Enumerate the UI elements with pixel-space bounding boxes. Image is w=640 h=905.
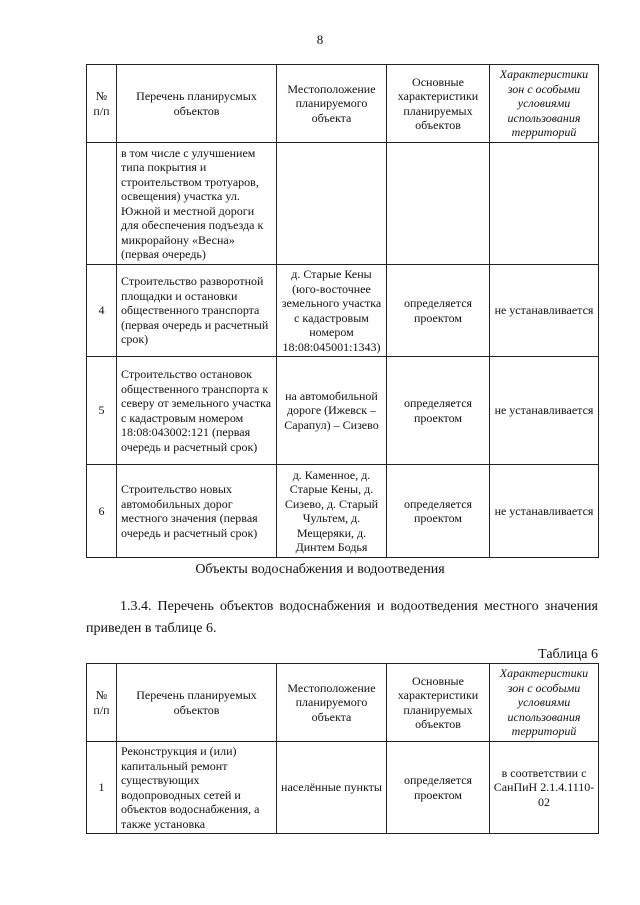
table-header-row xyxy=(87,664,599,742)
cell-num: 4 xyxy=(87,265,117,357)
page-number: 8 xyxy=(316,32,324,47)
cell-characteristics: определяется проектом xyxy=(387,357,490,465)
table-row xyxy=(87,742,599,834)
cell-zones xyxy=(490,143,599,265)
header-num: № п/п xyxy=(87,65,117,143)
cell-location: населённые пункты xyxy=(277,742,387,834)
cell-location: на автомобильной дороге (Ижевск – Сарапул) – Сизево xyxy=(277,357,387,465)
cell-num xyxy=(87,143,117,265)
cell-name: Реконструкция и (или) капитальный ремонт существующих водопроводных сетей и объектов водоснабжения, а также установка xyxy=(117,742,277,834)
header-zones: Характеристики зон с особыми условиями использования территорий xyxy=(490,65,599,143)
cell-num: 1 xyxy=(87,742,117,834)
cell-location xyxy=(277,143,387,265)
header-location: Местоположение планируемого объекта xyxy=(277,65,387,143)
table-road-objects xyxy=(86,64,599,558)
cell-location: д. Старые Кены (юго-восточнее земельного участка с кадастровым номером 18:08:045001:1343) xyxy=(277,265,387,357)
cell-zones: не устанавливается xyxy=(490,357,599,465)
cell-zones: не устанавливается xyxy=(490,465,599,558)
cell-zones: в соответствии с СанПиН 2.1.4.1110-02 xyxy=(490,742,599,834)
cell-characteristics: определяется проектом xyxy=(387,742,490,834)
table-row xyxy=(87,465,599,558)
cell-name: Строительство остановок общественного транспорта к северу от земельного участка с кадастровым номером 18:08:043002:121 (первая очередь и расчетный срок) xyxy=(117,357,277,465)
table-row xyxy=(87,265,599,357)
cell-zones: не устанавливается xyxy=(490,265,599,357)
header-location: Местоположение планируемого объекта xyxy=(277,664,387,742)
cell-name: Строительство разворотной площадки и остановки общественного транспорта (первая очередь и расчетный срок) xyxy=(117,265,277,357)
header-characteristics: Основные характеристики планируемых объектов xyxy=(387,65,490,143)
cell-num: 5 xyxy=(87,357,117,465)
intro-paragraph: 1.3.4. Перечень объектов водоснабжения и водоотведения местного значения приведен в таблице 6. xyxy=(86,599,598,636)
header-objects-list: Перечень планируемых объектов xyxy=(117,664,277,742)
section-title: Объекты водоснабжения и водоотведения xyxy=(195,562,445,577)
cell-characteristics: определяется проектом xyxy=(387,465,490,558)
table-caption: Таблица 6 xyxy=(538,647,598,662)
header-objects-list: Перечень планирусмых объектов xyxy=(117,65,277,143)
header-characteristics: Основные характеристики планируемых объектов xyxy=(387,664,490,742)
cell-name: в том числе с улучшением типа покрытия и строительством тротуаров, освещения) участка ул. Южной и местной дороги для обеспечения подъезда к микрорайону «Весна» (первая очередь) xyxy=(117,143,277,265)
table-row xyxy=(87,357,599,465)
header-num: № п/п xyxy=(87,664,117,742)
table-water-objects xyxy=(86,663,599,834)
table-header-row xyxy=(87,65,599,143)
table-row xyxy=(87,143,599,265)
header-zones: Характеристики зон с особыми условиями использования территорий xyxy=(490,664,599,742)
cell-num: 6 xyxy=(87,465,117,558)
cell-characteristics xyxy=(387,143,490,265)
cell-characteristics: определяется проектом xyxy=(387,265,490,357)
cell-location: д. Каменное, д. Старые Кены, д. Сизево, д. Старый Чультем, д. Мещеряки, д. Динтем Бодья xyxy=(277,465,387,558)
cell-name: Строительство новых автомобильных дорог местного значения (первая очередь и расчетный срок) xyxy=(117,465,277,558)
